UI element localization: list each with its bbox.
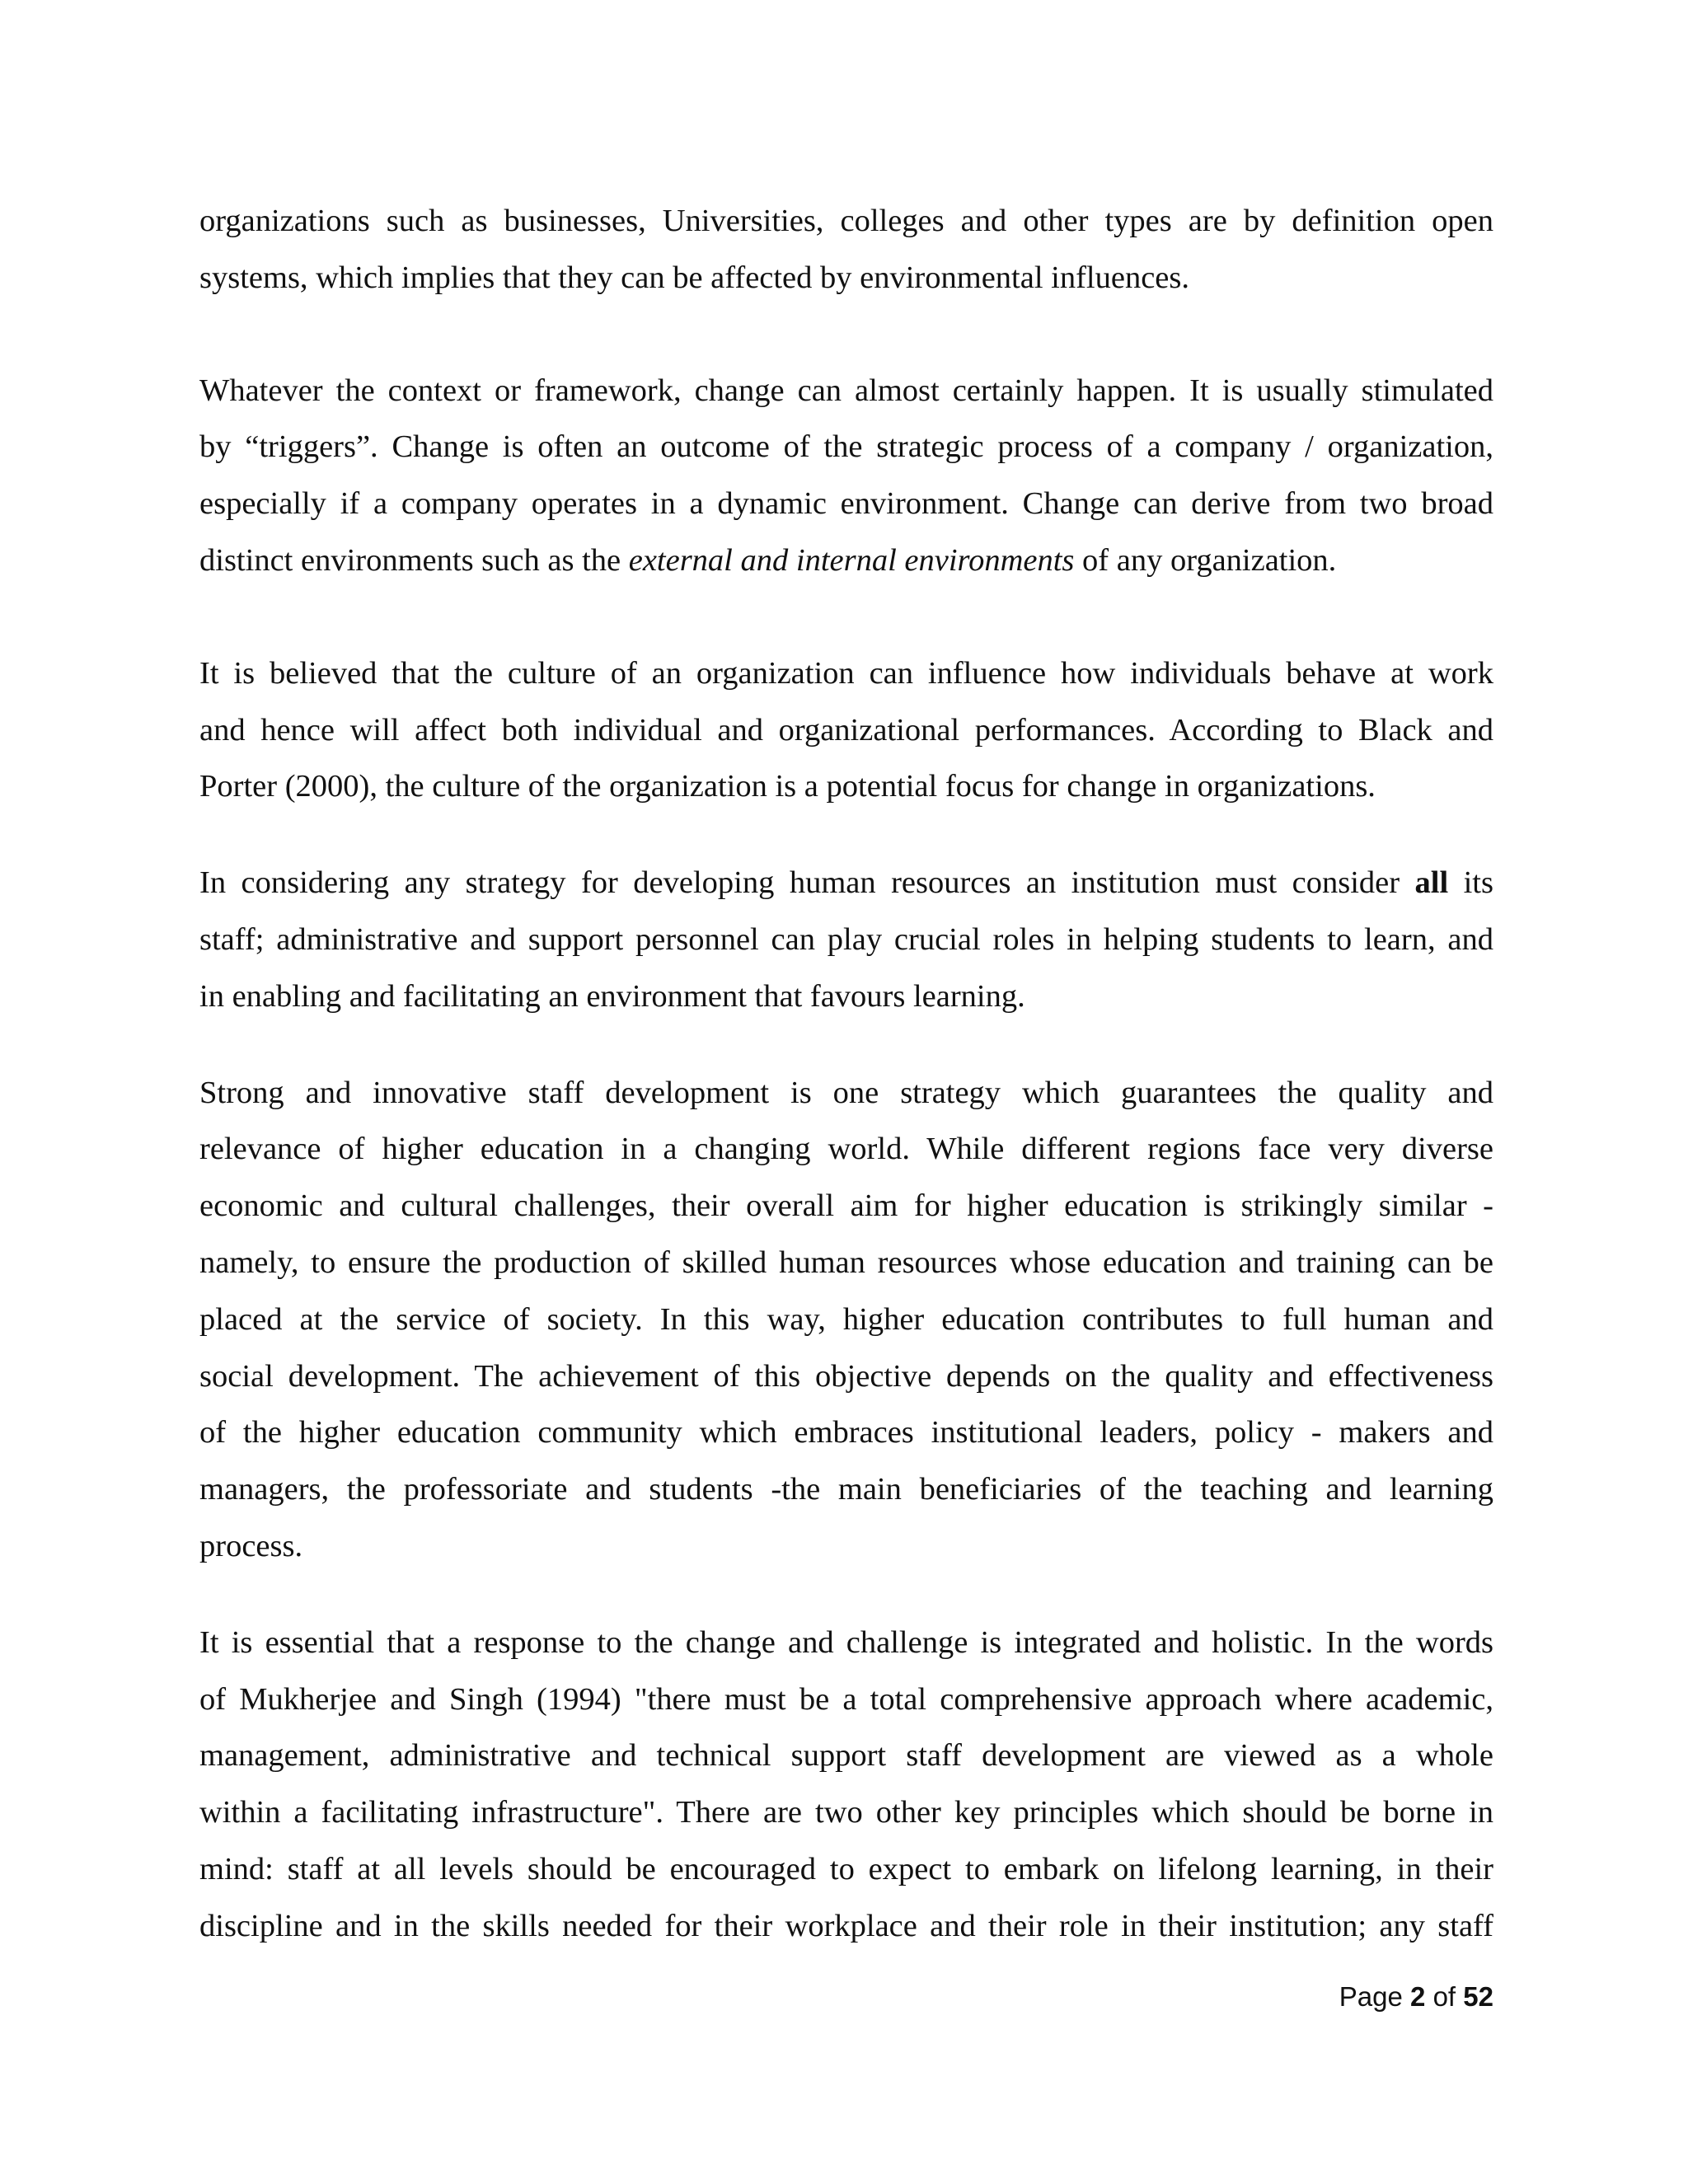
text-line: economic and cultural challenges, their overall aim for higher education is strikingly similar -: [199, 1188, 1493, 1224]
text-line: [199, 532, 1493, 589]
paragraph-6: [199, 1615, 1493, 1955]
text-line: process.: [199, 1528, 303, 1563]
text-line: relevance of higher education in a changing world. While different regions face very diverse: [199, 1132, 1493, 1167]
paragraph-4: [199, 855, 1493, 1024]
text-line: Porter (2000), the culture of the organization is a potential focus for change in organizations.: [199, 769, 1376, 804]
paragraph-gap: [199, 307, 1493, 363]
of-label: of: [1432, 1981, 1456, 2012]
text-line: management, administrative and technical support staff development are viewed as a whole: [199, 1738, 1493, 1774]
paragraph-gap: [199, 1025, 1493, 1065]
text-line: mind: staff at all levels should be encouraged to expect to embark on lifelong learning, in their: [199, 1851, 1493, 1886]
total-pages-number: 52: [1463, 1981, 1493, 2012]
text-run: distinct environments such as the: [199, 542, 629, 578]
page-label: Page: [1339, 1981, 1403, 2012]
text-line: namely, to ensure the production of skilled human resources whose education and training can be: [199, 1244, 1493, 1280]
paragraph-1: [199, 193, 1493, 307]
text-line: managers, the professoriate and students -the main beneficiaries of the teaching and learning: [199, 1472, 1493, 1507]
paragraph-3: [199, 645, 1493, 815]
page-number-footer: [1339, 1981, 1493, 2013]
text-line: It is believed that the culture of an organization can influence how individuals behave at work: [199, 655, 1493, 691]
current-page-number: 2: [1410, 1981, 1426, 2012]
text-line: discipline and in the skills needed for their workplace and their role in their institution; any staff: [199, 1908, 1493, 1943]
text-run: of any organization.: [1074, 542, 1337, 578]
paragraph-5: [199, 1065, 1493, 1575]
text-line: organizations such as businesses, Universities, colleges and other types are by definition open: [199, 204, 1493, 238]
text-line: of the higher education community which embraces institutional leaders, policy - makers and: [199, 1415, 1493, 1451]
paragraph-gap: [199, 815, 1493, 855]
text-line: social development. The achievement of this objective depends on the quality and effectiveness: [199, 1358, 1493, 1394]
text-line: [199, 855, 1493, 912]
bold-text: all: [1414, 865, 1449, 901]
paragraph-2: [199, 363, 1493, 589]
paragraph-gap: [199, 589, 1493, 645]
text-line: staff; administrative and support personnel can play crucial roles in helping students to learn, and: [199, 921, 1493, 957]
emphasized-text: external and internal environments: [628, 542, 1075, 578]
text-line: by “triggers”. Change is often an outcome of the strategic process of a company / organization,: [199, 429, 1493, 465]
text-line: especially if a company operates in a dynamic environment. Change can derive from two broad: [199, 486, 1493, 522]
text-line: Strong and innovative staff development is one strategy which guarantees the quality and: [199, 1075, 1493, 1110]
text-run: its: [1448, 865, 1493, 901]
paragraph-gap: [199, 1575, 1493, 1615]
text-line: of Mukherjee and Singh (1994) "there must be a total comprehensive approach where academic,: [199, 1681, 1493, 1717]
text-line: systems, which implies that they can be affected by environmental influences.: [199, 260, 1189, 295]
text-line: within a facilitating infrastructure". There are two other key principles which should be borne in: [199, 1795, 1493, 1830]
document-body: [199, 193, 1493, 1955]
text-line: Whatever the context or framework, change can almost certainly happen. It is usually stimulated: [199, 373, 1493, 408]
text-run: In considering any strategy for developing human resources an institution must consider: [199, 865, 1415, 901]
text-line: in enabling and facilitating an environment that favours learning.: [199, 978, 1025, 1014]
text-line: and hence will affect both individual and organizational performances. According to Black and: [199, 712, 1493, 748]
text-line: placed at the service of society. In this way, higher education contributes to full human and: [199, 1301, 1493, 1337]
text-line: It is essential that a response to the change and challenge is integrated and holistic. In the words: [199, 1624, 1493, 1660]
